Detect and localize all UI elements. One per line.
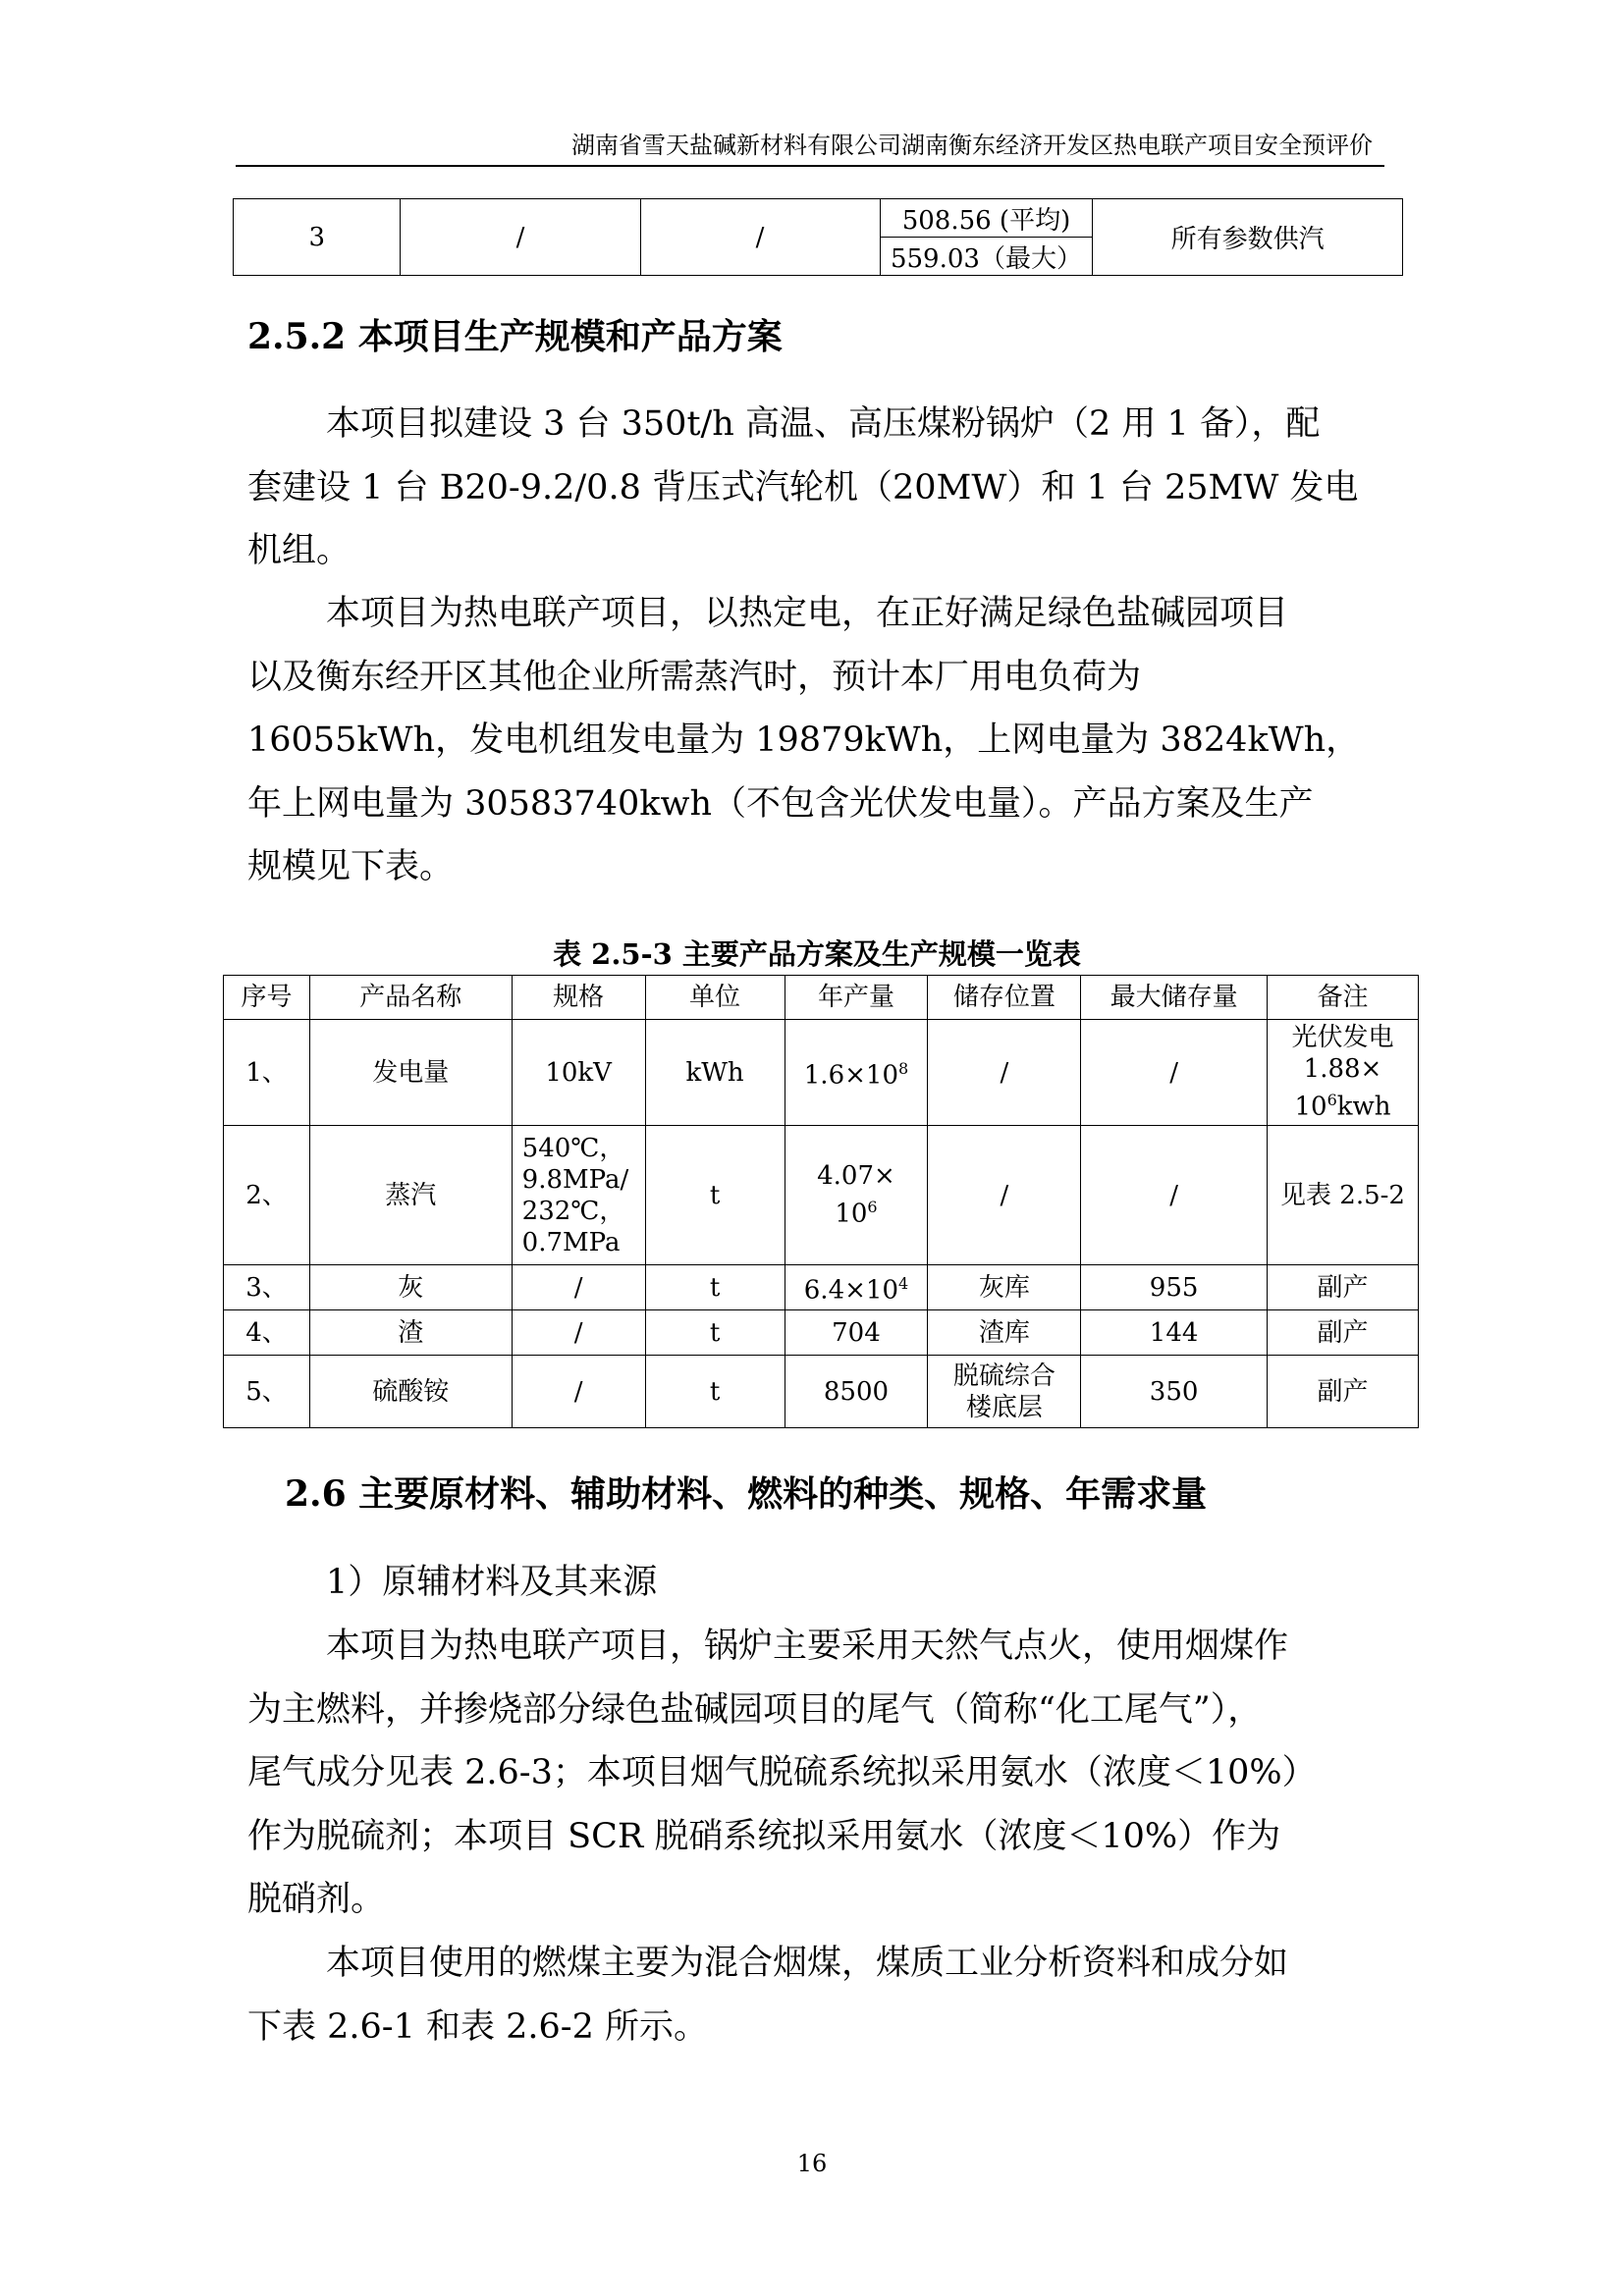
cell-remark: 副产	[1268, 1265, 1419, 1310]
table-row	[224, 1265, 1419, 1310]
cell-spec: 540℃， 9.8MPa/ 232℃， 0.7MPa	[512, 1126, 645, 1265]
cell-output: 8500	[785, 1356, 928, 1428]
table-header-row	[224, 976, 1419, 1020]
cell-no: 3、	[224, 1265, 310, 1310]
cell-no: 1、	[224, 1020, 310, 1126]
cell-remark: 光伏发电 1.88× $10^6kwh$	[1268, 1020, 1419, 1126]
cell-no: 3	[234, 199, 401, 276]
header-cell: 单位	[645, 976, 785, 1020]
section-title-2-5-2: 2.5.2 本项目生产规模和产品方案	[247, 316, 783, 357]
product-table	[223, 975, 1419, 1428]
table-caption: 表 2.5-3 主要产品方案及生产规模一览表	[553, 937, 1081, 971]
cell-storage: 脱硫综合 楼底层	[928, 1356, 1081, 1428]
paragraph-materials	[247, 1615, 1386, 1932]
cell-col3: /	[640, 199, 880, 276]
cell-spec: 10kV	[512, 1020, 645, 1126]
cell-no: 4、	[224, 1310, 310, 1356]
paragraph-coal	[247, 1932, 1386, 2058]
cell-name: 发电量	[309, 1020, 512, 1126]
cell-max: 955	[1081, 1265, 1268, 1310]
para-line: 机组。	[247, 531, 352, 570]
header-cell: 序号	[224, 976, 310, 1020]
cell-max: 350	[1081, 1356, 1268, 1428]
cell-max: 144	[1081, 1310, 1268, 1356]
cell-col2: /	[401, 199, 640, 276]
subsection-raw-materials	[247, 1551, 1386, 1615]
cell-max: /	[1081, 1020, 1268, 1126]
para-line: 本项目使用的燃煤主要为混合烟煤，煤质工业分析资料和成分如	[326, 1944, 1289, 1983]
table-row	[224, 1356, 1419, 1428]
page-header	[236, 126, 1384, 167]
para-line: 脱硝剂。	[247, 1880, 386, 1919]
header-cell: 年产量	[785, 976, 928, 1020]
para-line: 本项目为热电联产项目，锅炉主要采用天然气点火，使用烟煤作	[326, 1627, 1289, 1666]
cell-unit: kWh	[645, 1020, 785, 1126]
subsection-label: 1）原辅材料及其来源	[326, 1563, 658, 1602]
para-line: 以及衡东经开区其他企业所需蒸汽时，预计本厂用电负荷为	[247, 657, 1142, 697]
para-line: 为主燃料，并掺烧部分绿色盐碱园项目的尾气（简称“化工尾气”），	[247, 1689, 1263, 1730]
cell-output: $1.6\times 10^8$	[785, 1020, 928, 1126]
para-line: 套建设 1 台 B20-9.2/0.8 背压式汽轮机（20MW）和 1 台 25MW 发电	[247, 467, 1359, 507]
cell-unit: t	[645, 1356, 785, 1428]
cell-spec: /	[512, 1265, 645, 1310]
header-cell: 储存位置	[928, 976, 1081, 1020]
para-line: 年上网电量为 30583740kwh（不包含光伏发电量）。产品方案及生产	[247, 783, 1314, 824]
cell-value-avg: 508.56 (平均)	[880, 199, 1093, 238]
para-line: 作为脱硫剂；本项目 SCR 脱硝系统拟采用氨水（浓度＜10%）作为	[247, 1816, 1281, 1856]
cell-spec: /	[512, 1356, 645, 1428]
section-title-2-6: 2.6 主要原材料、辅助材料、燃料的种类、规格、年需求量	[285, 1473, 1208, 1515]
para-line: 下表 2.6-1 和表 2.6-2 所示。	[247, 2006, 709, 2047]
cell-remark: 副产	[1268, 1356, 1419, 1428]
cell-output: 704	[785, 1310, 928, 1356]
cell-unit: t	[645, 1265, 785, 1310]
cell-note: 所有参数供汽	[1093, 199, 1403, 276]
header-title: 湖南省雪天盐碱新材料有限公司湖南衡东经济开发区热电联产项目安全预评价	[571, 132, 1373, 159]
cell-unit: t	[645, 1126, 785, 1265]
table-row	[224, 1310, 1419, 1356]
cell-no: 2、	[224, 1126, 310, 1265]
continued-table	[233, 198, 1403, 276]
para-line: 尾气成分见表 2.6-3；本项目烟气脱硫系统拟采用氨水（浓度＜10%）	[247, 1753, 1317, 1792]
cell-value-max: 559.03（最大）	[880, 238, 1093, 276]
cell-name: 蒸汽	[309, 1126, 512, 1265]
header-cell: 备注	[1268, 976, 1419, 1020]
header-cell: 最大储存量	[1081, 976, 1268, 1020]
para-line: 16055kWh，发电机组发电量为 19879kWh，上网电量为 3824kWh，	[247, 721, 1361, 760]
paragraph-product	[247, 582, 1386, 899]
para-line: 规模见下表。	[247, 847, 455, 886]
para-line: 本项目拟建设 3 台 350t/h 高温、高压煤粉锅炉（2 用 1 备），配	[326, 404, 1321, 444]
table-row	[224, 1020, 1419, 1126]
cell-storage: 渣库	[928, 1310, 1081, 1356]
cell-unit: t	[645, 1310, 785, 1356]
cell-no: 5、	[224, 1356, 310, 1428]
cell-storage: /	[928, 1020, 1081, 1126]
cell-max: /	[1081, 1126, 1268, 1265]
cell-output: 4.07× $10^6$	[785, 1126, 928, 1265]
page-number: 16	[796, 2150, 828, 2177]
cell-name: 渣	[309, 1310, 512, 1356]
paragraph-scale	[247, 393, 1386, 583]
cell-spec: /	[512, 1310, 645, 1356]
cell-remark: 见表 2.5-2	[1268, 1126, 1419, 1265]
cell-storage: 灰库	[928, 1265, 1081, 1310]
table-row	[224, 1126, 1419, 1265]
cell-name: 灰	[309, 1265, 512, 1310]
cell-remark: 副产	[1268, 1310, 1419, 1356]
header-cell: 规格	[512, 976, 645, 1020]
header-cell: 产品名称	[309, 976, 512, 1020]
para-line: 本项目为热电联产项目，以热定电，在正好满足绿色盐碱园项目	[326, 594, 1289, 633]
cell-storage: /	[928, 1126, 1081, 1265]
cell-output: $6.4\times 10^4$	[785, 1265, 928, 1310]
cell-name: 硫酸铵	[309, 1356, 512, 1428]
